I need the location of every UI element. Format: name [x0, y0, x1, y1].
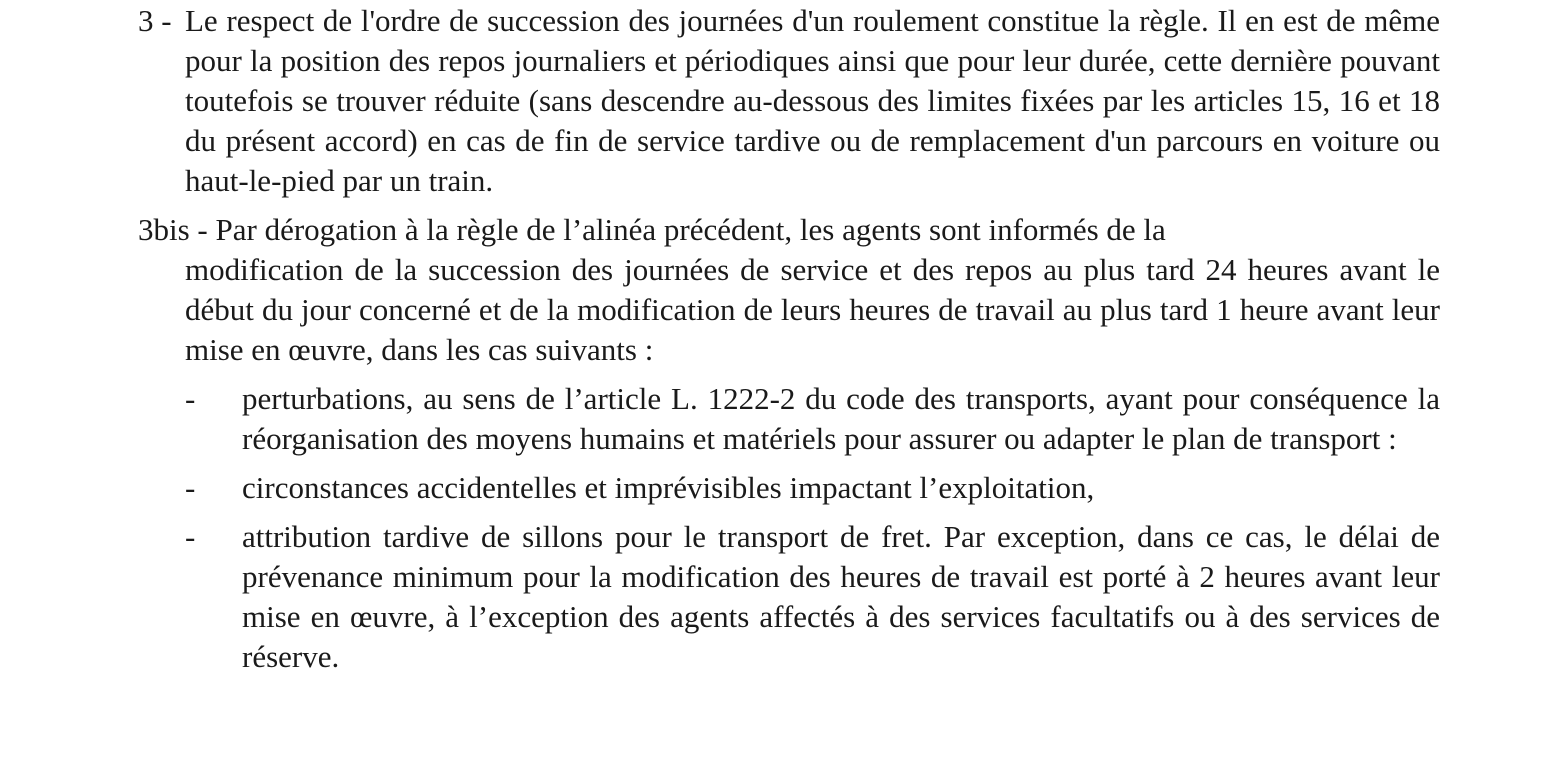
clause-3bis: [138, 210, 1440, 677]
bullet-text: perturbations, au sens de l’article L. 1222-2 du code des transports, ayant pour conséquence la réorganisation des moyens humains et matériels pour assurer ou adapter le plan de transport :: [242, 381, 1440, 456]
bullet-text: circonstances accidentelles et imprévisibles impactant l’exploitation,: [242, 470, 1095, 505]
list-item: [185, 517, 1440, 677]
clause-3bis-text: modification de la succession des journées de service et des repos au plus tard 24 heures avant le début du jour concerné et de la modification de leurs heures de travail au plus tard 1 heure avant leur mise en œuvre, dans les cas suivants :: [185, 252, 1440, 367]
bullet-dash: -: [185, 381, 196, 416]
clause-3-number: 3 -: [138, 3, 172, 38]
list-item: [185, 468, 1440, 508]
clause-3bis-lead: 3bis - Par dérogation à la règle de l’alinéa précédent, les agents sont informés de la: [138, 212, 1166, 247]
bullet-text: attribution tardive de sillons pour le transport de fret. Par exception, dans ce cas, le délai de prévenance minimum pour la modification des heures de travail est porté à 2 heures avant leur mise en œuvre, à l’exception des agents affectés à des services facultatifs ou à des services de réserve.: [242, 519, 1440, 674]
list-item: [185, 379, 1440, 459]
clause-3bis-bullet-list: [185, 379, 1440, 677]
clause-3-text: Le respect de l'ordre de succession des journées d'un roulement constitue la règle. Il en est de même pour la position des repos journaliers et périodiques ainsi que pour leur durée, cette dernière pouvant toutefois se trouver réduite (sans descendre au-dessous des limites fixées par les articles 15, 16 et 18 du présent accord) en cas de fin de service tardive ou de remplacement d'un parcours en voiture ou haut-le-pied par un train.: [185, 3, 1440, 198]
bullet-dash: -: [185, 519, 196, 554]
bullet-dash: -: [185, 470, 196, 505]
clause-3: [138, 1, 1440, 201]
document-page: [138, 1, 1440, 686]
